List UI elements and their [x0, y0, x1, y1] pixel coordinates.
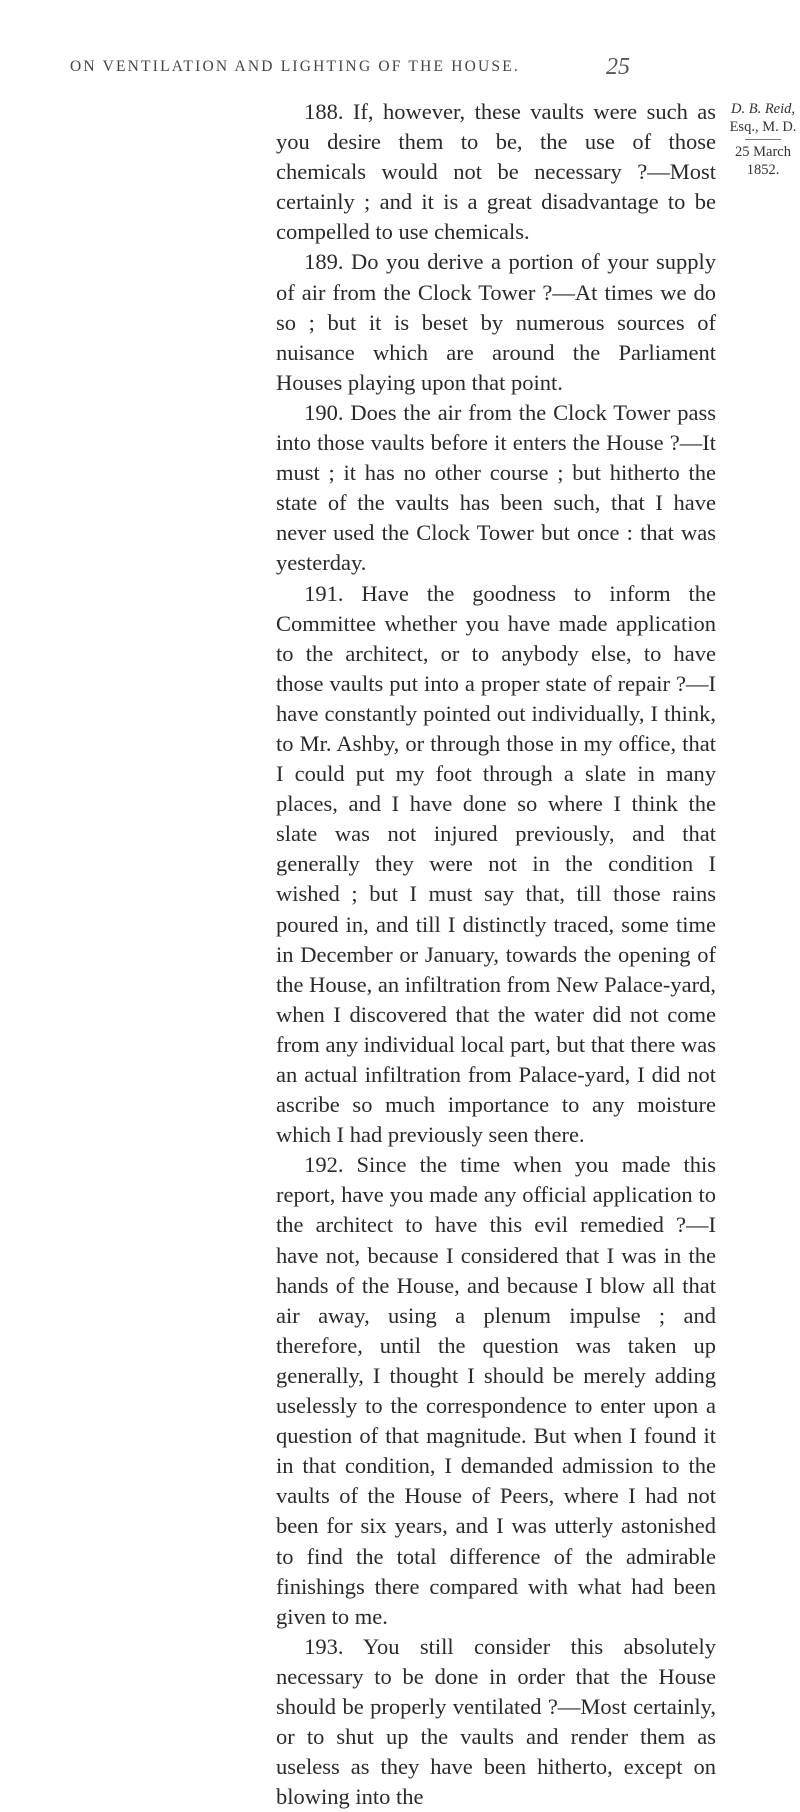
paragraph-189: 189. Do you derive a portion of your supply of air from the Clock Tower ?—At times we do so ; but it is beset by numerous sources of nuisance which are around the Parliament Houses playing upon that point.: [276, 249, 716, 395]
witness-title: Esq., M. D.: [729, 119, 797, 135]
witness-name: D. B. Reid,: [730, 101, 796, 117]
running-title: ON VENTILATION AND LIGHTING OF THE HOUSE.: [70, 58, 520, 75]
page-number: 25: [606, 54, 630, 80]
margin-date-line2: 1852.: [746, 162, 780, 178]
paragraph-193: 193. You still consider this absolutely necessary to be done in order that the House should be properly ventilated ?—Most certainly, or to shut up the vaults and render them as useless as they have been hitherto, except on blowing into the: [276, 1633, 716, 1810]
margin-date-line1: 25 March: [735, 144, 791, 160]
paragraph-191: 191. Have the goodness to inform the Committee whether you have made application to the architect, or to anybody else, to have those vaults put into a proper state of repair ?—I have constantly pointed out individually, I think, to Mr. Ashby, or through those in my office, that I could put my foot through a slate in many places, and I have done so where I think the slate was not injured previously, and that generally they were not in the condition I wished ; but I must say that, till those rains poured in, and till I distinctly traced, some time in December or January, towards the opening of the House, an infiltration from New Palace-yard, when I discovered that the water did not come from any individual local part, but that there was an actual infiltration from Palace-yard, I did not ascribe so much importance to any moisture which I had previously seen there.: [276, 580, 716, 1148]
paragraph-188: 188. If, however, these vaults were such as you desire them to be, the use of those chemicals would not be necessary ?—Most certainly ; and it is a great disadvantage to be compelled to use chemicals.: [276, 99, 716, 245]
paragraph-192: 192. Since the time when you made this report, have you made any official application to the architect to have this evil remedied ?—I have not, because I considered that I was in the hands of the House, and because I blow all that air away, using a plenum impulse ; and therefore, until the question was taken up generally, I thought I should be merely adding uselessly to the correspondence to enter upon a question of that magnitude. But when I found it in that condition, I demanded admission to the vaults of the House of Peers, where I had not been for six years, and I was utterly astonished to find the total difference of the admirable finishings there compared with what had been given to me.: [276, 1152, 716, 1629]
paragraph-190: 190. Does the air from the Clock Tower pass into those vaults before it enters the House ?—It must ; it has no other course ; but hitherto the state of the vaults has been such, that I have never used the Clock Tower but once : that was yesterday.: [276, 399, 716, 576]
body-text: [276, 97, 716, 1812]
margin-divider: [745, 139, 781, 140]
margin-note: [728, 100, 798, 179]
